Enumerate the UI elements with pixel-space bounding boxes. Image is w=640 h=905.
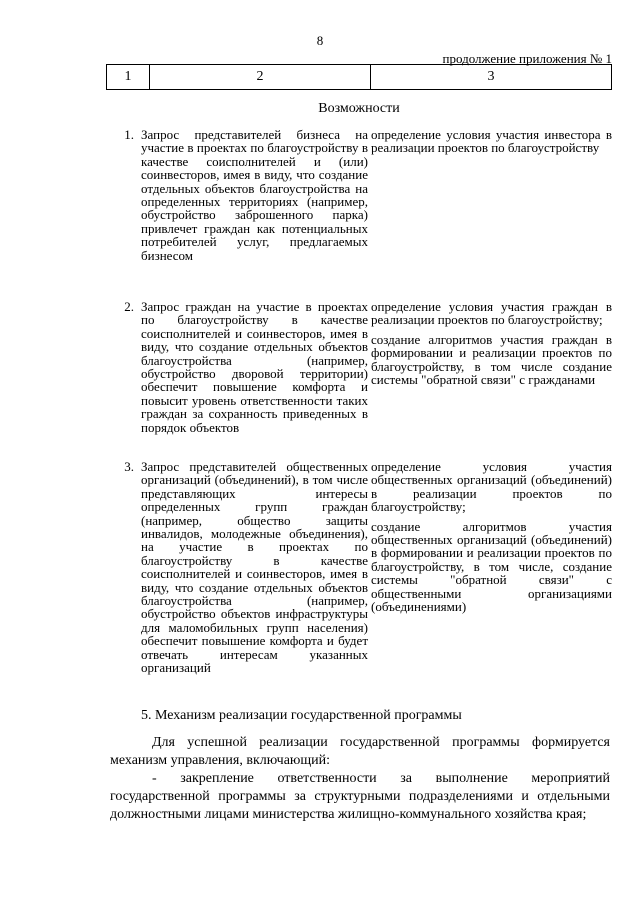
opportunity-item: определение условия участия инвестора в реализации проектов по благоустройству <box>371 127 612 156</box>
row-opportunities <box>371 128 612 161</box>
row-request: Запрос представителей общественных организаций (объединений), в том числе представляющих интересы определенных групп граждан (например, общество защиты инвалидов, молодежные объединения), на участие в проектах по благоустройству в качестве соисполнителей и соинвесторов, имея в виду, что создание отдельных объектов благоустройства (например, обустройство объектов инфраструктуры для маломобильных групп населения) обеспечит повышение комфорта и будет отвечать интересам указанных организаций <box>141 459 368 676</box>
column-header-2: 2 <box>150 65 371 90</box>
column-header-table <box>106 64 612 90</box>
row-opportunities <box>371 460 612 619</box>
chapter-title: 5. Механизм реализации государственной программы <box>141 708 462 723</box>
body-paragraph: - закрепление ответственности за выполнение мероприятий государственной программы за структурными подразделениями и отдельными должностными лицами министерства жилищно-коммунального хозяйства края; <box>110 771 610 822</box>
row-number: 1. <box>124 127 134 142</box>
page-number: 8 <box>316 33 324 48</box>
row-opportunities <box>371 300 612 392</box>
appendix-note: продолжение приложения № 1 <box>442 51 612 66</box>
row-number: 3. <box>124 459 134 474</box>
opportunity-item: создание алгоритмов участия граждан в формировании и реализации проектов по благоустройству, в том числе создание системы "обратной связи" с гражданами <box>371 331 612 388</box>
section-title: Возможности <box>318 101 400 116</box>
body-paragraph: Для успешной реализации государственной программы формируется механизм управления, включающий: <box>110 735 610 768</box>
row-number: 2. <box>124 299 134 314</box>
column-header-1: 1 <box>107 65 150 90</box>
row-request: Запрос представителей бизнеса на участие в проектах по благоустройству в качестве соисполнителей и (или) соинвесторов, имея в виду, что создание отдельных объектов благоустройства на определенных территориях (например, обустройство заброшенного парка) привлечет граждан как потенциальных потребителей услуг, предлагаемых бизнесом <box>141 127 368 263</box>
column-header-3: 3 <box>371 65 612 90</box>
row-request: Запрос граждан на участие в проектах по благоустройству в качестве соисполнителей и соинвесторов, имея в виду, что создание отдельных объектов благоустройства (например, обустройство дворовой территории) обеспечит повышение комфорта и повысит уровень ответственности таких граждан за сохранность приведенных в порядок объектов <box>141 299 368 435</box>
opportunity-item: создание алгоритмов участия общественных организаций (объединений) в формировании и реализации проектов по благоустройству, в том числе, создание системы "обратной связи" с общественными организациями (объединениями) <box>371 518 612 615</box>
opportunity-item: определение условия участия граждан в реализации проектов по благоустройству; <box>371 299 612 328</box>
opportunity-item: определение условия участия общественных организаций (объединений) в реализации проектов по благоустройству; <box>371 459 612 515</box>
